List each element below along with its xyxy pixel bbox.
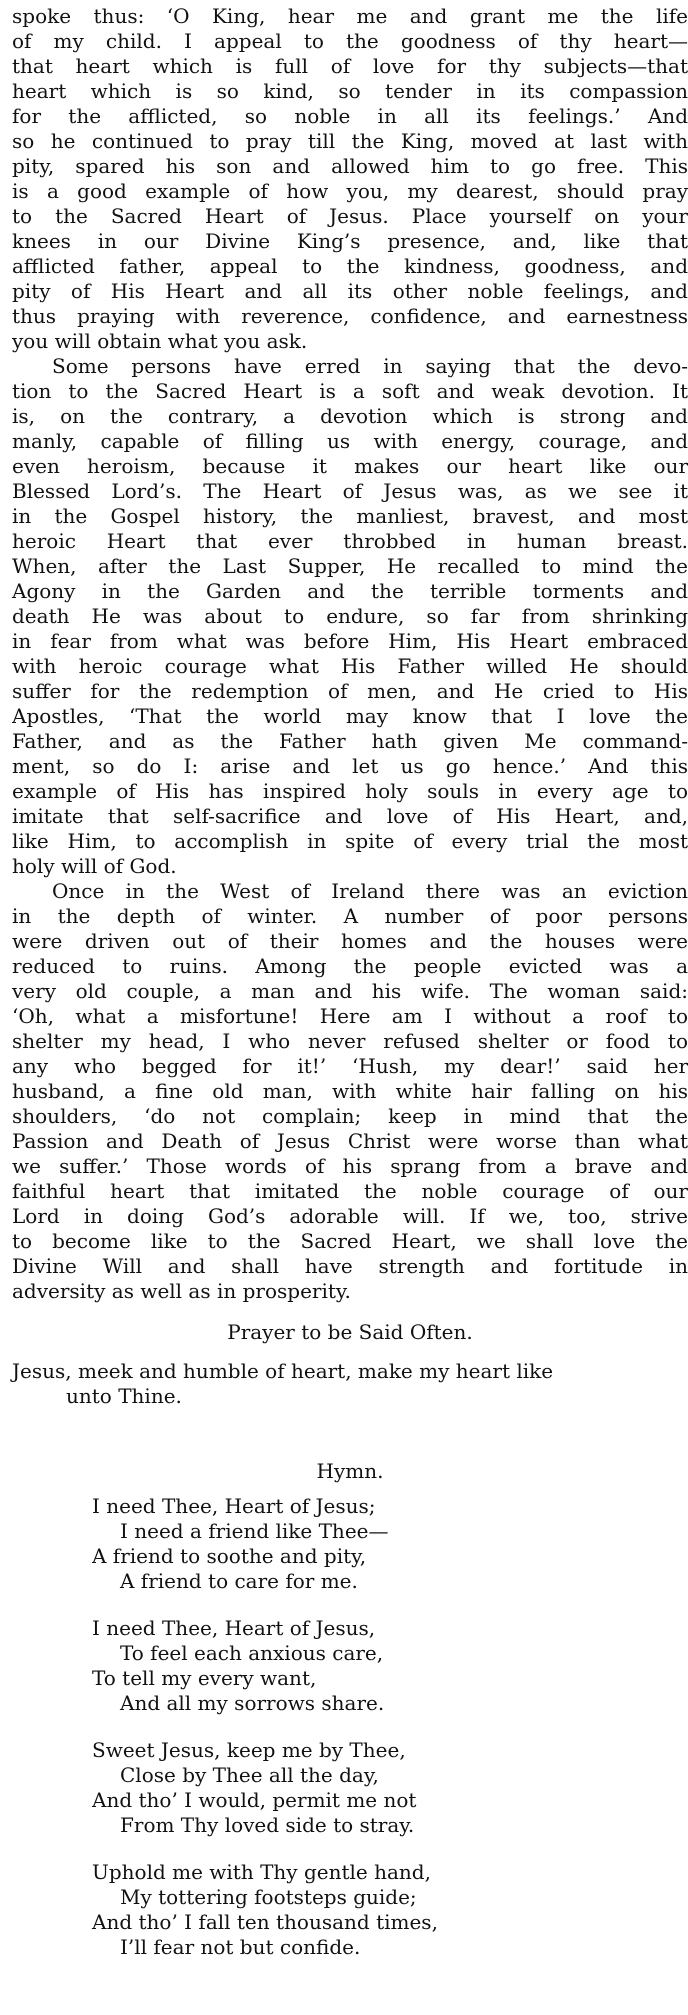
text-line: very old couple, a man and his wife. The woman said:: [12, 979, 688, 1003]
text-line: Divine Will and shall have strength and fortitude in: [12, 1254, 688, 1278]
text-line: shelter my head, I who never refused shelter or food to: [12, 1029, 688, 1053]
hymn-line: I need Thee, Heart of Jesus,: [92, 1616, 376, 1640]
text-line: that heart which is full of love for thy subjects—that: [12, 54, 688, 78]
text-line: heart which is so kind, so tender in its compassion: [12, 79, 688, 103]
text-line: husband, a fine old man, with white hair falling on his: [12, 1079, 688, 1103]
text-line: Blessed Lord’s. The Heart of Jesus was, as we see it: [12, 479, 688, 503]
text-line: holy will of God.: [12, 854, 177, 878]
text-line: heroic Heart that ever throbbed in human breast.: [12, 529, 688, 553]
hymn-line: Sweet Jesus, keep me by Thee,: [92, 1738, 406, 1762]
hymn-line: I need a friend like Thee—: [120, 1519, 389, 1543]
hymn-line: A friend to care for me.: [120, 1569, 358, 1593]
text-line: like Him, to accomplish in spite of every trial the most: [12, 829, 688, 853]
text-line: spoke thus: ‘O King, hear me and grant me the life: [12, 4, 688, 28]
hymn-line: Uphold me with Thy gentle hand,: [92, 1860, 431, 1884]
text-line: in fear from what was before Him, His Heart embraced: [12, 629, 688, 653]
text-line: manly, capable of filling us with energy, courage, and: [12, 429, 688, 453]
hymn-line: Close by Thee all the day,: [120, 1763, 379, 1787]
paragraph-eviction: [12, 879, 688, 1304]
text-line: suffer for the redemption of men, and He cried to His: [12, 679, 688, 703]
text-line: Agony in the Garden and the terrible torments and: [12, 579, 688, 603]
hymn-line: I need Thee, Heart of Jesus;: [92, 1494, 376, 1518]
hymn-title: Hymn.: [316, 1459, 384, 1483]
text-line: afflicted father, appeal to the kindness, goodness, and: [12, 254, 688, 278]
hymn-line: I’ll fear not but confide.: [120, 1935, 361, 1959]
text-line: shoulders, ‘do not complain; keep in mind that the: [12, 1104, 688, 1128]
text-line: Passion and Death of Jesus Christ were worse than what: [12, 1129, 688, 1153]
text-line: reduced to ruins. Among the people evicted was a: [12, 954, 688, 978]
text-line: is a good example of how you, my dearest, should pray: [12, 179, 688, 203]
text-line: tion to the Sacred Heart is a soft and weak devotion. It: [12, 379, 688, 403]
hymn-stanza: [92, 1616, 688, 1716]
text-line: any who begged for it!’ ‘Hush, my dear!’ said her: [12, 1054, 688, 1078]
hymn-line: To feel each anxious care,: [120, 1641, 384, 1665]
prayer-text: [12, 1359, 688, 1409]
text-line: ment, so do I: arise and let us go hence.’ And this: [12, 754, 688, 778]
text-line: to the Sacred Heart of Jesus. Place yourself on your: [12, 204, 688, 228]
text-line: Father, and as the Father hath given Me command-: [12, 729, 688, 753]
text-line: imitate that self-sacrifice and love of His Heart, and,: [12, 804, 688, 828]
text-line: were driven out of their homes and the houses were: [12, 929, 688, 953]
text-line: to become like to the Sacred Heart, we shall love the: [12, 1229, 688, 1253]
text-line: for the afflicted, so noble in all its feelings.’ And: [12, 104, 688, 128]
hymn-line: To tell my every want,: [92, 1666, 317, 1690]
text-line: you will obtain what you ask.: [12, 329, 308, 353]
text-line: pity of His Heart and all its other noble feelings, and: [12, 279, 688, 303]
text-line: Once in the West of Ireland there was an eviction: [52, 879, 688, 903]
paragraph-king: [12, 4, 688, 354]
text-line: is, on the contrary, a devotion which is strong and: [12, 404, 688, 428]
paragraph-devotion: [12, 354, 688, 879]
hymn-stanza: [92, 1738, 688, 1838]
text-line: even heroism, because it makes our heart like our: [12, 454, 688, 478]
text-line: death He was about to endure, so far from shrinking: [12, 604, 688, 628]
hymn-line: My tottering footsteps guide;: [120, 1885, 417, 1909]
text-line: faithful heart that imitated the noble courage of our: [12, 1179, 688, 1203]
text-line: Some persons have erred in saying that the devo-: [52, 354, 688, 378]
hymn-line: And tho’ I fall ten thousand times,: [92, 1910, 438, 1934]
text-line: knees in our Divine King’s presence, and, like that: [12, 229, 688, 253]
text-line: Lord in doing God’s adorable will. If we, too, strive: [12, 1204, 688, 1228]
hymn-line: And all my sorrows share.: [120, 1691, 385, 1715]
hymn-stanza: [92, 1860, 688, 1960]
hymn-stanza: [92, 1494, 688, 1594]
text-line: Apostles, ‘That the world may know that I love the: [12, 704, 688, 728]
text-line: thus praying with reverence, confidence, and earnestness: [12, 304, 688, 328]
text-line: pity, spared his son and allowed him to go free. This: [12, 154, 688, 178]
prayer-heading: Prayer to be Said Often.: [227, 1320, 473, 1344]
hymn-line: A friend to soothe and pity,: [92, 1544, 367, 1568]
text-line: When, after the Last Supper, He recalled to mind the: [12, 554, 688, 578]
hymn-line: From Thy loved side to stray.: [120, 1813, 415, 1837]
text-line: in the depth of winter. A number of poor persons: [12, 904, 688, 928]
text-line: ‘Oh, what a misfortune! Here am I without a roof to: [12, 1004, 688, 1028]
hymn-line: And tho’ I would, permit me not: [92, 1788, 417, 1812]
text-line: example of His has inspired holy souls in every age to: [12, 779, 688, 803]
prayer-line: unto Thine.: [66, 1384, 182, 1408]
text-line: with heroic courage what His Father willed He should: [12, 654, 688, 678]
text-line: in the Gospel history, the manliest, bravest, and most: [12, 504, 688, 528]
text-line: adversity as well as in prosperity.: [12, 1279, 351, 1303]
text-line: we suffer.’ Those words of his sprang from a brave and: [12, 1154, 688, 1178]
text-line: of my child. I appeal to the goodness of thy heart—: [12, 29, 688, 53]
text-line: so he continued to pray till the King, moved at last with: [12, 129, 688, 153]
prayer-line: Jesus, meek and humble of heart, make my heart like: [12, 1359, 554, 1383]
